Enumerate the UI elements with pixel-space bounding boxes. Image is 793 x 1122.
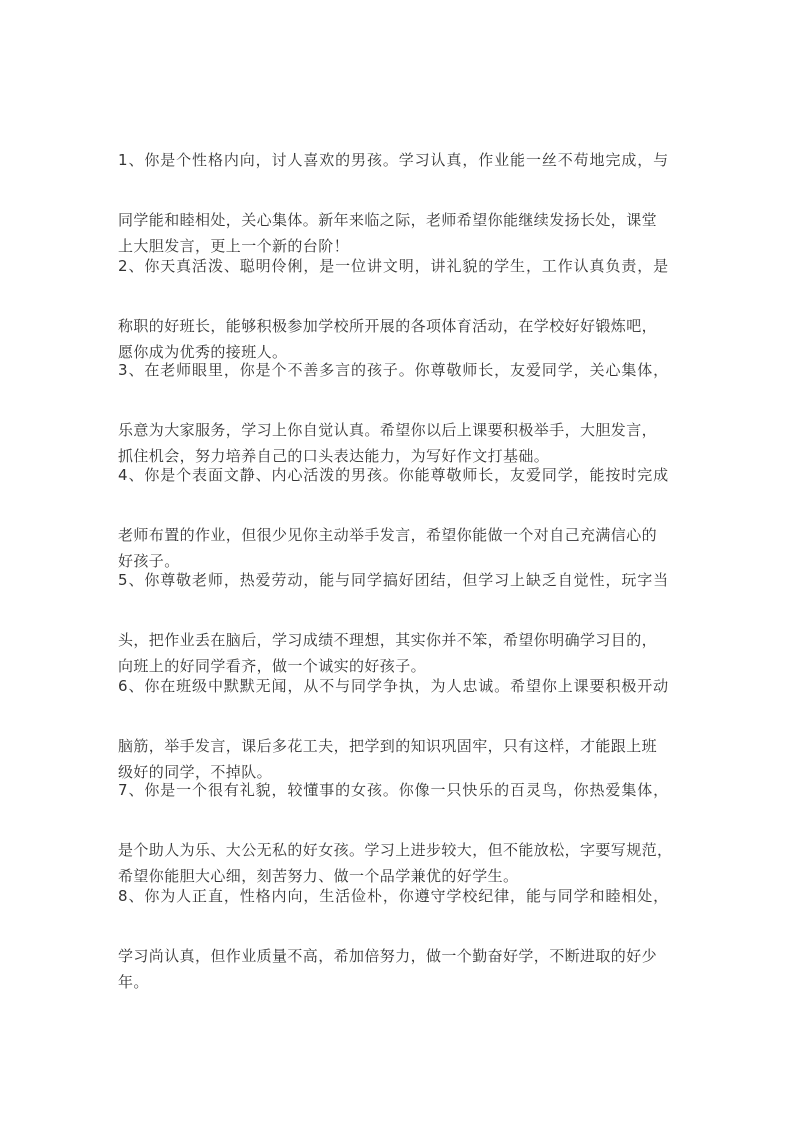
comment-line: 好孩子。 [118,552,180,570]
comment-line: 级好的同学，不掉队。 [118,763,273,781]
comment-line: 上大胆发言，更上一个新的台阶！ [118,237,350,255]
comment-line: 是个助人为乐、大公无私的好女孩。学习上进步较大，但不能放松，字要写规范， [118,841,673,859]
comment-line: 愿你成为优秀的接班人。 [118,343,288,361]
comment-paragraph-1 [118,147,678,259]
comment-line: 抓住机会，努力培养自己的口头表达能力，为写好作文打基础。 [118,447,550,465]
comment-paragraph-8 [118,883,678,995]
comment-paragraph-5 [118,567,678,679]
comment-line: 老师布置的作业，但很少见你主动举手发言，希望你能做一个对自己充满信心的 [118,526,658,544]
comment-line: 向班上的好同学看齐，做一个诚实的好孩子。 [118,657,427,675]
comment-line: 年。 [118,973,149,991]
comment-paragraph-2 [118,253,678,365]
comment-line: 8、你为人正直，性格内向，生活俭朴，你遵守学校纪律，能与同学和睦相处， [118,887,670,905]
comment-line: 7、你是一个很有礼貌，较懂事的女孩。你像一只快乐的百灵鸟，你热爱集体， [118,781,670,799]
comment-paragraph-7 [118,777,678,889]
comment-line: 1、你是个性格内向，讨人喜欢的男孩。学习认真，作业能一丝不苟地完成，与 [118,151,670,169]
comment-line: 3、在老师眼里，你是个不善多言的孩子。你尊敬师长，友爱同学，关心集体， [118,361,670,379]
comment-line: 脑筋，举手发言，课后多花工夫，把学到的知识巩固牢，只有这样，才能跟上班 [118,737,658,755]
comment-line: 5、你尊敬老师，热爱劳动，能与同学搞好团结，但学习上缺乏自觉性，玩字当 [118,571,670,589]
comment-paragraph-4 [118,462,678,574]
comment-line: 2、你天真活泼、聪明伶俐，是一位讲文明，讲礼貌的学生，工作认真负责，是 [118,257,670,275]
comment-paragraph-6 [118,673,678,785]
comment-paragraph-3 [118,357,678,469]
comment-line: 同学能和睦相处，关心集体。新年来临之际，老师希望你能继续发扬长处，课堂 [118,211,658,229]
comment-line: 6、你在班级中默默无闻，从不与同学争执，为人忠诚。希望你上课要积极开动 [118,677,670,695]
comment-line: 希望你能胆大心细，刻苦努力、做一个品学兼优的好学生。 [118,867,519,885]
comment-line: 4、你是个表面文静、内心活泼的男孩。你能尊敬师长，友爱同学，能按时完成 [118,466,670,484]
comment-line: 头，把作业丢在脑后，学习成绩不理想，其实你并不笨，希望你明确学习目的， [118,631,658,649]
comment-line: 乐意为大家服务，学习上你自觉认真。希望你以后上课要积极举手，大胆发言， [118,421,658,439]
comment-line: 学习尚认真，但作业质量不高，希加倍努力，做一个勤奋好学，不断进取的好少 [118,947,658,965]
comment-line: 称职的好班长，能够积极参加学校所开展的各项体育活动，在学校好好锻炼吧， [118,317,658,335]
